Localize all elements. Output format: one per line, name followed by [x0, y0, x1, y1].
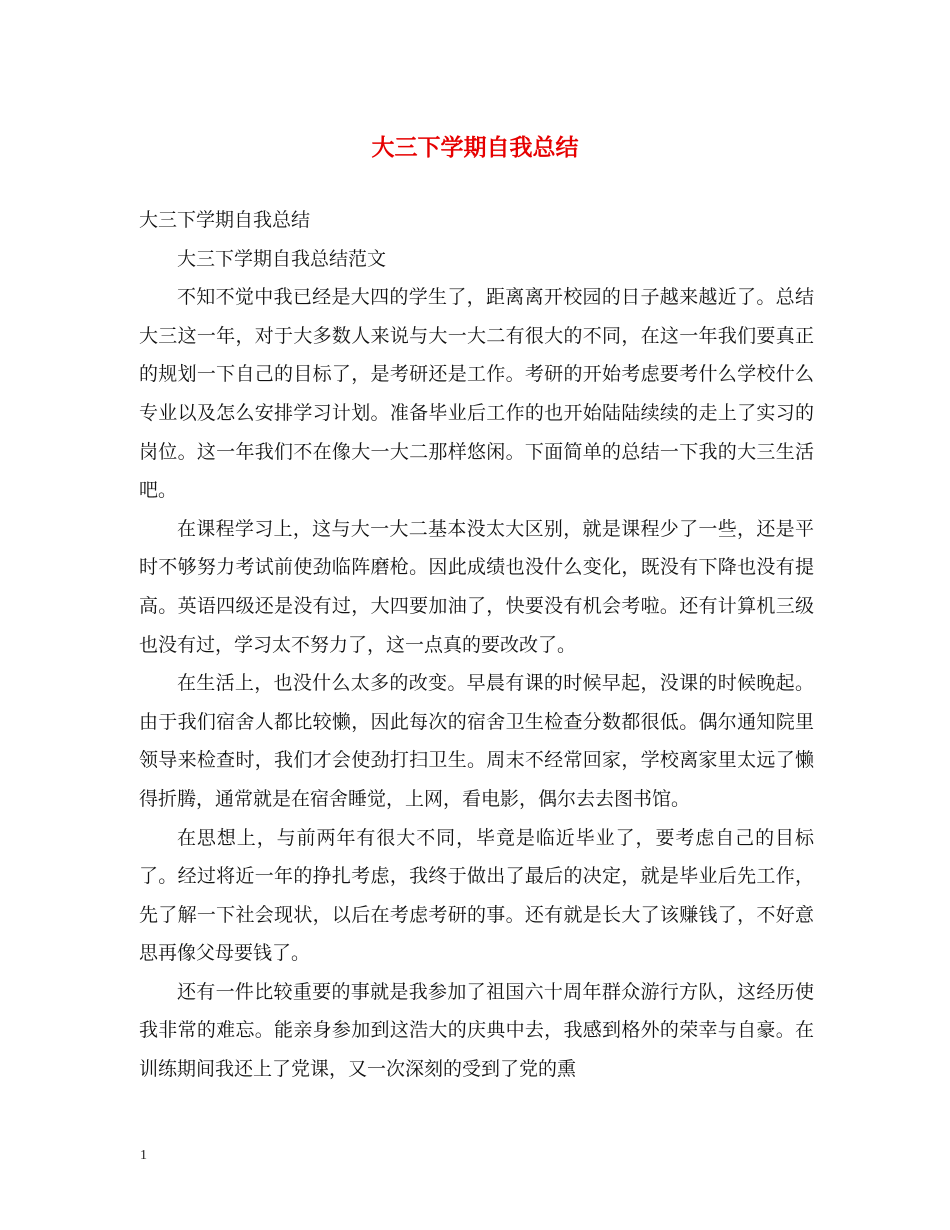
paragraph-thought: 在思想上，与前两年有很大不同，毕竟是临近毕业了，要考虑自己的目标了。经过将近一年的挣扎考虑，我终于做出了最后的决定，就是毕业后先工作，先了解一下社会现状，以后在考虑考研的事。还有就是长大了该赚钱了，不好意思再像父母要钱了。 [139, 826, 814, 965]
paragraph-life: 在生活上，也没什么太多的改变。早晨有课的时候早起，没课的时候晚起。由于我们宿舍人都比较懒，因此每次的宿舍卫生检查分数都很低。偶尔通知院里领导来检查时，我们才会使劲打扫卫生。周末不经常回家，学校离家里太远了懒得折腾，通常就是在宿舍睡觉，上网，看电影，偶尔去去图书馆。 [139, 672, 814, 810]
document-body [139, 201, 814, 1089]
paragraph-subheading: 大三下学期自我总结范文 [177, 247, 387, 270]
page-number: 1 [140, 1148, 147, 1163]
paragraph-intro: 不知不觉中我已经是大四的学生了，距离离开校园的日子越来越近了。总结大三这一年，对于大多数人来说与大一大二有很大的不同，在这一年我们要真正的规划一下自己的目标了，是考研还是工作。考研的开始考虑要考什么学校什么专业以及怎么安排学习计划。准备毕业后工作的也开始陆陆续续的走上了实习的岗位。这一年我们不在像大一大二那样悠闲。下面简单的总结一下我的大三生活吧。 [139, 286, 814, 502]
paragraph-study: 在课程学习上，这与大一大二基本没太大区别，就是课程少了一些，还是平时不够努力考试前使劲临阵磨枪。因此成绩也没什么变化，既没有下降也没有提高。英语四级还是没有过，大四要加油了，快要没有机会考啦。还有计算机三级也没有过，学习太不努力了，这一点真的要改改了。 [139, 517, 814, 656]
document-title: 大三下学期自我总结 [371, 134, 579, 161]
paragraph-heading: 大三下学期自我总结 [139, 209, 311, 231]
paragraph-parade: 还有一件比较重要的事就是我参加了祖国六十周年群众游行方队，这经历使我非常的难忘。能亲身参加到这浩大的庆典中去，我感到格外的荣幸与自豪。在训练期间我还上了党课，又一次深刻的受到了党的熏 [139, 980, 814, 1081]
